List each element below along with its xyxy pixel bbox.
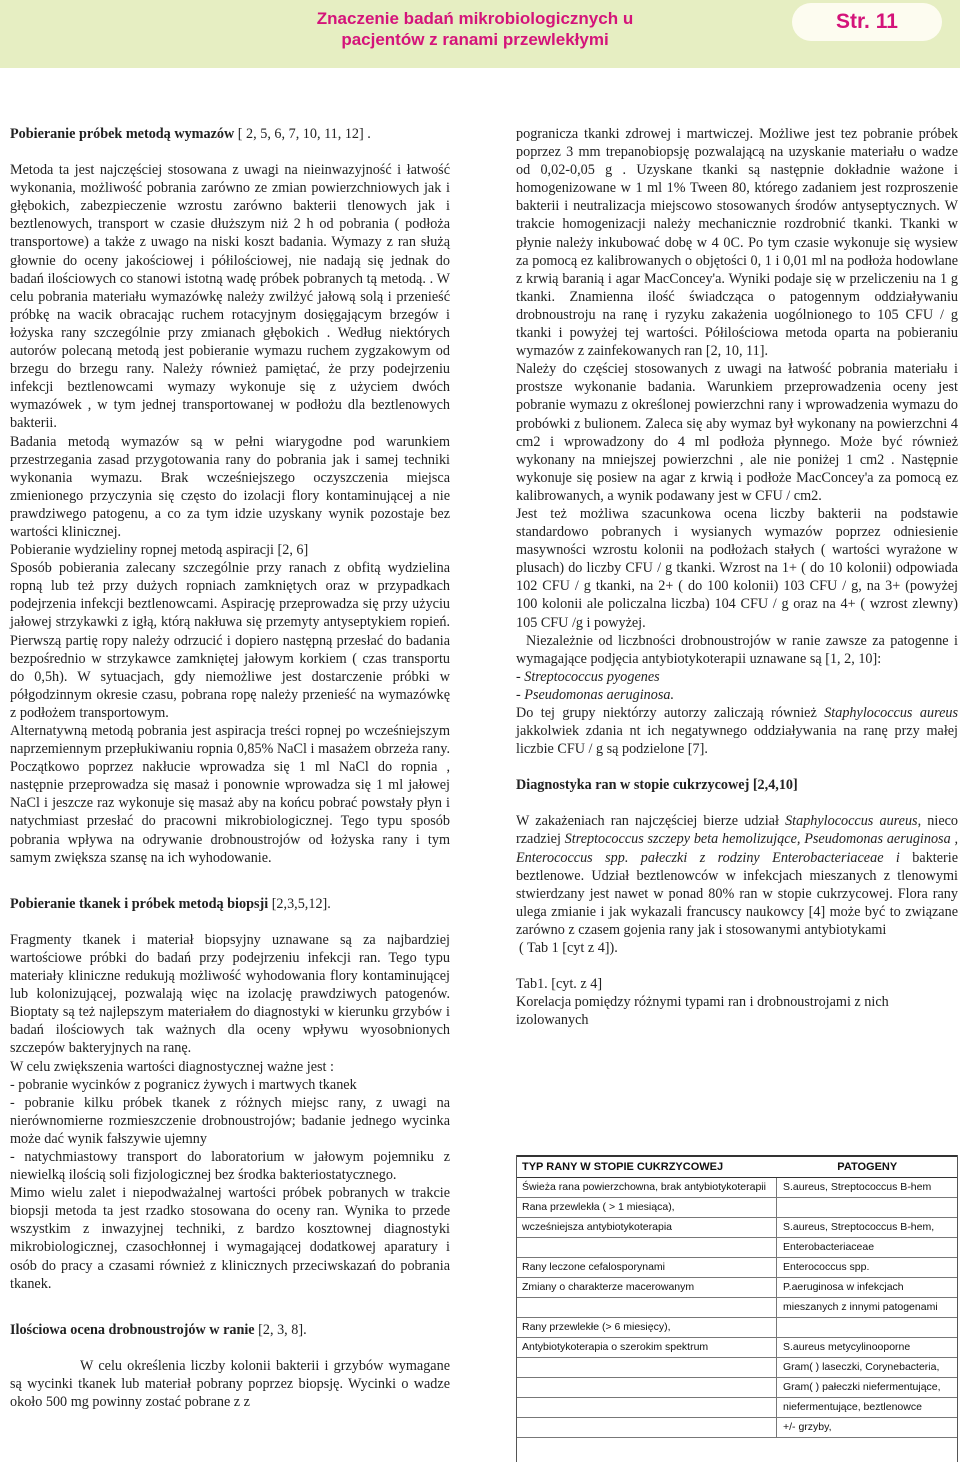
- left-column: [10, 125, 450, 1411]
- table-row: [516, 1278, 958, 1298]
- paragraph: Niezależnie od liczbności drobnoustrojów w ranie zawsze za patogenne i wymagające podjęcia antybiotykoterapii uznawane są [1, 2, 10]:: [516, 632, 958, 667]
- paragraph: W celu zwiększenia wartości diagnostycznej ważne jest :: [10, 1058, 334, 1075]
- paragraph: Sposób pobierania zalecany szczególnie przy ranach z obfitą wydzielina ropną lub też przy dużych ropniach zamkniętych oraz w przypadkach podejrzenia infekcji beztlenowcami. Aspirację przeprowadza się przy użyciu jałowej strzykawki z igłą, którą nakłuwa się przemyty antyseptykiem ropień. Pierwszą partię ropy należy odrzucić i dopiero następną przesłać do badania bezpośrednio w strzykawce zamkniętej jałowym korkiem ( czas transportu do 0,5h). W sytuacjach, gdy niemożliwe jest dostarczenie próbki w półgodzinnym okresie czasu, pobrana ropę należy przenieść na wymazówkę z podłożem transportowym.: [10, 560, 450, 721]
- table-row: [516, 1198, 958, 1218]
- header-band: [0, 0, 960, 68]
- table-cell-pathogens: [777, 1318, 959, 1338]
- table-label: Tab1. [cyt. z 4]: [516, 976, 603, 993]
- table-cell-wound-type: Rana przewlekła ( > 1 miesiąca),: [516, 1198, 777, 1218]
- list-item: - Streptococcus pyogenes: [516, 668, 660, 685]
- paragraph: Do tej grupy niektórzy autorzy zaliczają również Staphylococcus aureus jakkolwiek zdania nt ich negatywnego oddziaływania na ranę przy małej liczbie CFU / g są podzielone [7].: [516, 705, 958, 758]
- paragraph: ( Tab 1 [cyt z 4]).: [519, 940, 618, 957]
- table-row: [516, 1298, 958, 1318]
- paragraph: W zakażeniach ran najczęściej bierze udział Staphylococcus aureus, nieco rzadziej Streptococcus szczepy beta hemolizujące, Pseudomonas aeruginosa , Enterococcus spp. pałeczki z rodziny Enterobacteriaceae i bakterie beztlenowe. Udział beztlenowców w infekcjach mieszanych z tlenowymi stwierdzany jest nawet w ponad 80% ran w stopie cukrzycowej. Flora rany ulega zmianie i jak wykazali francuscy naukowcy [4] może być to związane zarówno z czasem gojenia rany jak i stosowanymi antybiotykami: [516, 813, 959, 938]
- paragraph: Należy do częściej stosowanych z uwagi na łatwość pobrania materiału i prostsze wykonanie badania. Warunkiem przeprowadzenia oceny jest pobranie wymazu z określonej powierzchni rany i wprowadzenia wymazu do probówki z bulionem. Zaleca się aby wymaz był wykonany na powierzchni 4 cm2 i wprowadzony do 4 ml podłoża płynnego. Może być również wykonany na mniejszej powierzchni , ale nie poniżej 1 cm2 . Następnie wykonuje się posiew na agar z krwią i podłoże MacConcey'a za pomocą ez kalibrowanych, a wynik podawany jest w CFU / cm2.: [516, 361, 958, 504]
- paragraph: Pobieranie wydzieliny ropnej metodą aspiracji [2, 6]: [10, 542, 309, 559]
- table-row: [516, 1238, 958, 1258]
- paragraph: Badania metodą wymazów są w pełni wiarygodne pod warunkiem przestrzegania zasad przygotowania rany do pobrania jak i samej techniki wykonania wymazu. Brak wcześniejszego oczyszczenia miejsca zmienionego przyczynia się często do izolacji flory kontaminującej a nie prawdziwego patogenu, a co za tym idzie uzyskany wynik pozostaje bez wartości klinicznej.: [10, 433, 450, 540]
- table-cell-wound-type: Antybiotykoterapia o szerokim spektrum: [516, 1338, 777, 1358]
- paragraph: Mimo wielu zalet i niepodważalnej wartości próbek pobranych w trakcie biopsji metoda ta jest rzadko stosowana do oceny ran. Wynika to przede wszystkim z inwazyjnej techniki, z bardzo kosztownej diagnostyki mikrobiologicznej, czasochłonnej i wymagającej dodatkowej aparatury i osób do pracy a czasami również z klinicznych przeciwskazań do pobrania tkanek.: [10, 1185, 450, 1292]
- section-heading-quantitative: Ilościowa ocena drobnoustrojów w ranie [2, 3, 8].: [10, 1321, 307, 1338]
- table-row: [516, 1358, 958, 1378]
- table-cell-wound-type: [516, 1298, 777, 1318]
- table-cell-pathogens: niefermentujące, beztlenowce: [777, 1398, 959, 1418]
- wound-pathogen-table: [516, 1155, 958, 1438]
- table-cell-pathogens: P.aeruginosa w infekcjach: [777, 1278, 959, 1298]
- table-row: [516, 1218, 958, 1238]
- right-column: [516, 125, 958, 1029]
- page-title: Znaczenie badań mikrobiologicznych u pacjentów z ranami przewlekłymi: [316, 9, 634, 49]
- table-cell-wound-type: [516, 1398, 777, 1418]
- section-heading-diabetic-foot: Diagnostyka ran w stopie cukrzycowej [2,4,10]: [516, 777, 798, 794]
- table-cell-pathogens: Enterobacteriaceae: [777, 1238, 959, 1258]
- table-row: [516, 1178, 958, 1198]
- paragraph: Alternatywną metodą pobrania jest aspiracja treści ropnej po wcześniejszym naprzemiennym przepłukiwaniu ropnia 0,85% NaCl i masażem obrzeża rany. Początkowo poprzez nakłucie wprowadza się 1 ml NaCl do ropnia , następnie przeprowadza się masaż i ponownie wprowadza się 1 ml jałowej NaCl i jeszcze raz wykonuje się masaż aby na końcu pobrać powstały płyn i natychmiast przesłać do pracowni mikrobiologicznej. Tego typu sposób pobrania wpływa na odrywanie drobnoustrojów od łożyska rany i tym samym zwiększa szansę na ich wyhodowanie.: [10, 723, 450, 866]
- paragraph: Jest też możliwa szacunkowa ocena liczby bakterii na podstawie standardowo pobranych i wysianych wymazów poprzez odniesienie masywności wzrostu kolonii na podłożach stałych ( wartości wyrażone w plusach) do liczby CFU / g tkanki. Wzrost na 1+ ( do 10 kolonii) odpowiada 102 CFU / g tkanki, na 2+ ( do 100 kolonii) 103 CFU / g, na 3+ (powyżej 100 kolonii ale policzalna liczba) 104 CFU / g oraz na 4+ ( wzrost zlewny) 105 CFU /g i powyżej.: [516, 505, 958, 631]
- paragraph: W celu określenia liczby kolonii bakterii i grzybów wymagane są wycinki tkanek lub materiał pobrany poprzez biopsję. Wycinki o wadze około 500 mg powinny zostać pobrane z z: [10, 1357, 450, 1410]
- section-heading-biopsy: Pobieranie tkanek i próbek metodą biopsji [2,3,5,12].: [10, 895, 331, 912]
- list-item: - natychmiastowy transport do laboratorium w jałowym pojemniku z niewielką ilością soli fizjologicznej bez środka bakteriostatycznego.: [10, 1148, 450, 1184]
- table-cell-pathogens: Gram( ) laseczki, Corynebacteria,: [777, 1358, 959, 1378]
- table-cell-wound-type: [516, 1358, 777, 1378]
- list-item: - pobranie wycinków z pogranicz żywych i martwych tkanek: [10, 1076, 357, 1093]
- list-item: - Pseudomonas aeruginosa.: [516, 686, 675, 703]
- table-cell-pathogens: S.aureus, Streptococcus B-hem: [777, 1178, 959, 1198]
- table-row: [516, 1258, 958, 1278]
- paragraph: Fragmenty tkanek i materiał biopsyjny uznawane są za najbardziej wartościowe próbki do badań przy podejrzeniu infekcji ran. Tego typu materiały kliniczne redukują możliwość wyhodowania flory kontaminującej lub kolonizującej, pozwalają więc na izolację prawdziwych patogenów. Bioptaty są też najlepszym materiałem do diagnostyki w kierunku grzybów i badań ilościowych tak ważnych dla oceny wpływu wyosobnionych szczepów bakteryjnych na ranę.: [10, 931, 450, 1057]
- table-row: [516, 1418, 958, 1438]
- table-cell-pathogens: S.aureus, Streptococcus B-hem,: [777, 1218, 959, 1238]
- paragraph: pogranicza tkanki zdrowej i martwiczej. Możliwe jest tez pobranie próbek poprzez 3 mm trepanobiopsję pozwalającą na uzyskanie materiału o wadze od 0,02-0,05 g . Uzyskane tkanki są następnie dokładnie ważone i homogenizowane w 1 ml 1% Tween 80, którego zadaniem jest rozproszenie bakterii i neutralizacja miejscowo stosowanych środów antyseptycznych. W trakcie homogenizacji należy mechanicznie rozdrobnić tkanki. Tkanki w płynie należy inkubować dobę w 4 0C. Po tym czasie wykonuje się wysiew za pomocą ez kalibrowanych o objętości 0, 1 i 0,01 ml na podłoża hodowlane z krwią baranią i agar MacConcey'a. Wyniki podaje się w przeliczeniu na 1 g tkanki. Znamienna ilość świadcząca o patogennym oddziaływaniu drobnoustroju na ranę i ryzyku zakażenia uogólnionego to 105 CFU / g tkanki i powyżej tej wartości. Półilościowa metoda oparta na pobieraniu wymazów z zainfekowanych ran [2, 10, 11].: [516, 126, 958, 360]
- page-number-badge: [792, 3, 942, 41]
- table-cell-pathogens: Enterococcus spp.: [777, 1258, 959, 1278]
- page-number: Str. 11: [836, 10, 898, 33]
- table-cell-pathogens: +/- grzyby,: [777, 1418, 959, 1438]
- table-cell-pathogens: Gram( ) pałeczki niefermentujące,: [777, 1378, 959, 1398]
- table-caption: Korelacja pomiędzy różnymi typami ran i drobnoustrojami z nich izolowanych: [516, 994, 889, 1029]
- table-header-row: [516, 1156, 958, 1178]
- list-item: - pobranie kilku próbek tkanek z różnych miejsc rany, z uwagi na nierównomierne rozmieszczenie drobnoustrojów; badanie jednego wycinka może dać wynik fałszywie ujemny: [10, 1094, 450, 1147]
- table-cell-pathogens: [777, 1198, 959, 1218]
- table-cell-pathogens: mieszanych z innymi patogenami: [777, 1298, 959, 1318]
- table-cell-wound-type: wcześniejsza antybiotykoterapia: [516, 1218, 777, 1238]
- table-row: [516, 1318, 958, 1338]
- table-cell-pathogens: S.aureus metycylinooporne: [777, 1338, 959, 1358]
- table-row: [516, 1338, 958, 1358]
- paragraph: Metoda ta jest najczęściej stosowana z uwagi na nieinwazyjność i łatwość wykonania, możliwość pobrania zarówno ze zmian powierzchniowych jak i głębokich, zabezpieczenie wzrostu zarówno bakterii tlenowych jak i beztlenowych, transport w czasie dłuższym niż 2 h od pobrania ( podłoża transportowe) a także z uwago na niski koszt badania. Wymazy z ran służą głownie do oceny jakościowej i półilościowej, nie nadają się jednak do badań ilościowych co stanowi istotną wadę próbek pobranych tą metodą. . W celu pobrania materiału wymazówkę należy zwilżyć jałową solą i przenieść próbkę na wacik obracając ruchem rotacyjnym dosięgającym brzegów i łożyska rany szczególnie przy zmianach głębokich . Według niektórych autorów polecaną metodą jest pobieranie wymazu ruchem zygzakowym od brzegu do brzegu rany. Należy również pamiętać, że przy podejrzeniu infekcji beztlenowcami wymazy wykonuje się z użyciem dwóch wymazówek , w tym jednej transportowanej w podłożu dla beztlenowych bakterii.: [10, 162, 450, 432]
- table-header-pathogens: PATOGENY: [777, 1156, 959, 1178]
- table-cell-wound-type: Zmiany o charakterze macerowanym: [516, 1278, 777, 1298]
- table-cell-wound-type: Rany leczone cefalosporynami: [516, 1258, 777, 1278]
- table-row: [516, 1378, 958, 1398]
- table-cell-wound-type: Rany przewlekłe (> 6 miesięcy),: [516, 1318, 777, 1338]
- table-cell-wound-type: Świeża rana powierzchowna, brak antybiotykoterapii: [516, 1178, 777, 1198]
- table-row: [516, 1398, 958, 1418]
- table-cell-wound-type: [516, 1418, 777, 1438]
- table-cell-wound-type: [516, 1378, 777, 1398]
- table-header-wound-type: TYP RANY W STOPIE CUKRZYCOWEJ: [516, 1156, 777, 1178]
- section-heading-swabs: Pobieranie próbek metodą wymazów [ 2, 5, 6, 7, 10, 11, 12] .: [10, 126, 371, 142]
- table-cell-wound-type: [516, 1238, 777, 1258]
